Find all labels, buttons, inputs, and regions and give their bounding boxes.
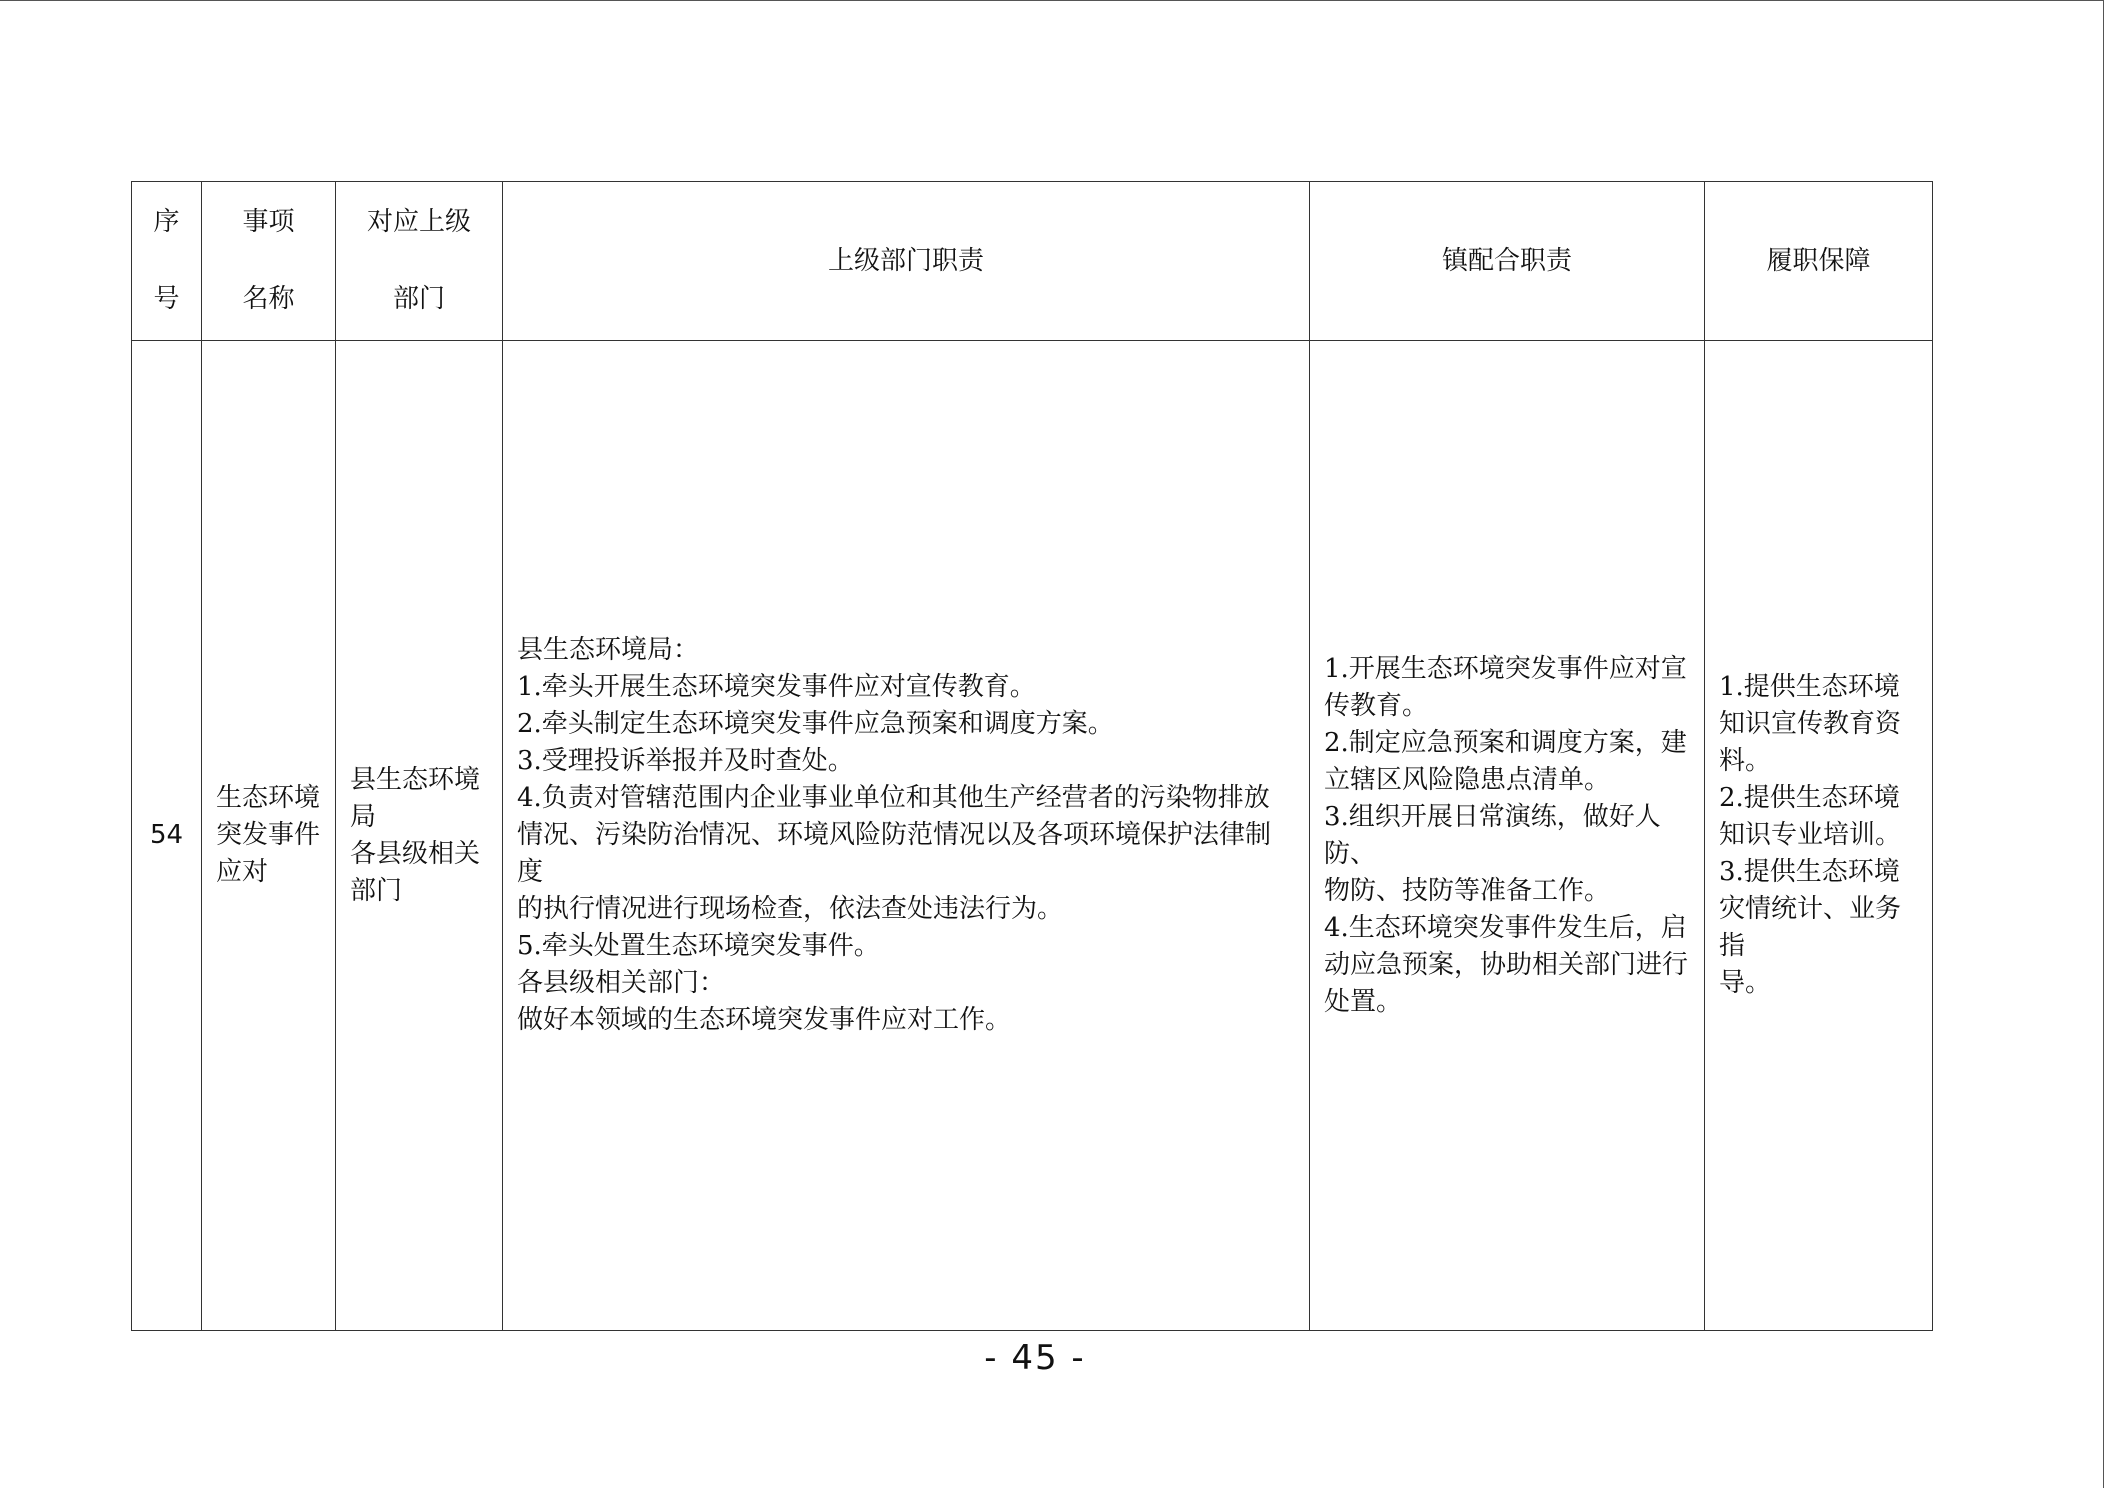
- header-item-name: [202, 182, 336, 341]
- header-town-duty: 镇配合职责: [1310, 182, 1705, 341]
- table-row: [132, 341, 1933, 1331]
- header-dept-line2: 部门: [392, 284, 445, 314]
- cell-upper-dept: 县生态环境 局 各县级相关 部门: [336, 341, 503, 1331]
- header-upper-duty: 上级部门职责: [503, 182, 1310, 341]
- header-upper-dept: [336, 182, 503, 341]
- header-seq: [132, 182, 202, 341]
- page-top-border: [0, 0, 2104, 1]
- header-item-line1: 事项: [242, 207, 295, 237]
- page-number: - 45 -: [984, 1338, 1086, 1378]
- cell-upper-duty: 县生态环境局： 1.牵头开展生态环境突发事件应对宣传教育。 2.牵头制定生态环境突发事件应急预案和调度方案。 3.受理投诉举报并及时查处。 4.负责对管辖范围内企业事业单位和其他生产经营者的污染物排放 情况、污染防治情况、环境风险防范情况以及各项环境保护法律制度 的执行情况进行现场检查，依法查处违法行为。 5.牵头处置生态环境突发事件。 各县级相关部门： 做好本领域的生态环境突发事件应对工作。: [503, 341, 1310, 1331]
- cell-seq: 54: [132, 341, 202, 1331]
- table-header-row: [132, 182, 1933, 341]
- cell-town-duty: 1.开展生态环境突发事件应对宣 传教育。 2.制定应急预案和调度方案，建 立辖区风险隐患点清单。 3.组织开展日常演练，做好人防、 物防、技防等准备工作。 4.生态环境突发事件发生后，启 动应急预案，协助相关部门进行 处置。: [1310, 341, 1705, 1331]
- cell-item-name: 生态环境 突发事件 应对: [202, 341, 336, 1331]
- cell-guarantee: 1.提供生态环境 知识宣传教育资 料。 2.提供生态环境 知识专业培训。 3.提供生态环境 灾情统计、业务指 导。: [1705, 341, 1933, 1331]
- header-seq-line2: 号: [153, 284, 180, 314]
- header-item-line2: 名称: [242, 284, 295, 314]
- header-guarantee: 履职保障: [1705, 182, 1933, 341]
- duty-table: [131, 181, 1933, 1331]
- header-dept-line1: 对应上级: [366, 207, 471, 237]
- header-seq-line1: 序: [153, 207, 180, 237]
